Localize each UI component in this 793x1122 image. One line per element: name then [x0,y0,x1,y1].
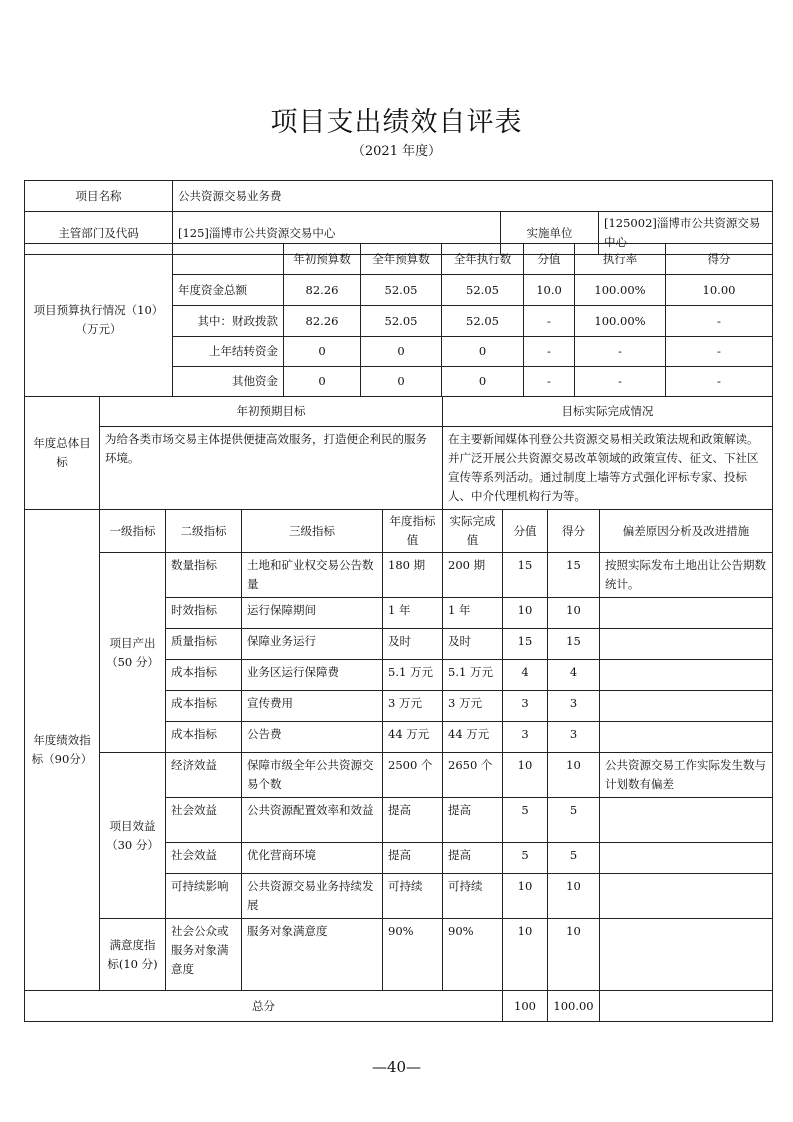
indicator-row [25,553,773,598]
indicator-level2: 可持续影响 [166,874,242,919]
budget-cell: - [666,306,773,337]
indicator-level3: 公告费 [242,722,383,753]
indicator-score: 5 [548,843,600,874]
budget-cell: - [575,337,666,367]
indicator-level3: 公共资源交易业务持续发展 [242,874,383,919]
page-number: —40— [371,1058,422,1076]
indicator-col-header: 年度指标值 [383,510,443,553]
expected-goal-text: 为给各类市场交易主体提供便捷高效服务，打造便企利民的服务环境。 [100,427,443,510]
indicator-actual: 90% [443,919,503,991]
indicator-score: 10 [548,753,600,798]
indicator-score: 5 [548,798,600,843]
indicator-level2: 成本指标 [166,660,242,691]
indicator-actual: 200 期 [443,553,503,598]
budget-row-label: 上年结转资金 [173,337,284,367]
indicator-col-header: 二级指标 [166,510,242,553]
budget-section-label: 项目预算执行情况（10）（万元） [25,244,173,397]
budget-cell: 10.0 [524,275,575,306]
indicator-level2: 社会效益 [166,843,242,874]
dept-label: 主管部门及代码 [25,212,173,255]
budget-cell: 0 [361,367,442,397]
indicator-actual: 可持续 [443,874,503,919]
indicator-col-header: 分值 [503,510,548,553]
page-title: 项目支出绩效自评表 [270,107,523,138]
total-note [600,991,773,1022]
budget-cell: - [666,337,773,367]
budget-cell: - [524,306,575,337]
project-name-label: 项目名称 [25,181,173,212]
indicators-header-row [25,510,773,553]
indicator-target: 2500 个 [383,753,443,798]
indicator-score: 3 [548,691,600,722]
indicator-note [600,798,773,843]
indicator-level2: 经济效益 [166,753,242,798]
indicator-weight: 10 [503,919,548,991]
budget-cell: 100.00% [575,306,666,337]
indicator-note [600,660,773,691]
budget-cell: 52.05 [361,275,442,306]
page-subtitle: （2021 年度） [351,144,442,159]
indicators-section-label: 年度绩效指标（90分） [25,510,100,991]
goals-content-row [25,427,773,510]
budget-cell: 0 [284,367,361,397]
indicator-actual: 1 年 [443,598,503,629]
budget-cell: 52.05 [361,306,442,337]
indicator-score: 15 [548,553,600,598]
indicator-col-header: 一级指标 [100,510,166,553]
indicator-weight: 3 [503,691,548,722]
indicator-note [600,722,773,753]
indicator-score: 4 [548,660,600,691]
indicator-weight: 4 [503,660,548,691]
indicator-target: 可持续 [383,874,443,919]
indicator-weight: 3 [503,722,548,753]
indicator-note [600,691,773,722]
budget-col-header: 得分 [666,244,773,275]
goals-table [24,396,773,510]
indicator-col-header: 三级指标 [242,510,383,553]
indicator-score: 10 [548,919,600,991]
indicator-note: 按照实际发布土地出让公告期数统计。 [600,553,773,598]
indicator-target: 180 期 [383,553,443,598]
indicator-actual: 3 万元 [443,691,503,722]
indicator-weight: 10 [503,753,548,798]
indicator-weight: 10 [503,598,548,629]
indicator-note [600,919,773,991]
indicator-score: 3 [548,722,600,753]
budget-cell: 52.05 [442,275,524,306]
indicator-actual: 提高 [443,798,503,843]
goals-section-label: 年度总体目标 [25,397,100,510]
indicator-weight: 5 [503,843,548,874]
budget-cell: 52.05 [442,306,524,337]
indicator-target: 及时 [383,629,443,660]
budget-col-header: 年初预算数 [284,244,361,275]
budget-cell: 100.00% [575,275,666,306]
indicator-group-label: 项目效益（30 分） [100,753,166,919]
indicator-target: 提高 [383,843,443,874]
indicator-level3: 保障业务运行 [242,629,383,660]
indicator-level3: 土地和矿业权交易公告数量 [242,553,383,598]
indicator-note [600,843,773,874]
budget-col-header: 分值 [524,244,575,275]
budget-cell: - [666,367,773,397]
project-name-row [25,181,773,212]
indicator-level2: 社会效益 [166,798,242,843]
budget-row-label: 年度资金总额 [173,275,284,306]
indicator-level3: 优化营商环境 [242,843,383,874]
budget-cell: - [524,367,575,397]
impl-value: [125002]淄博市公共资源交易中心 [599,212,773,255]
indicator-score: 15 [548,629,600,660]
budget-col-header: 全年执行数 [442,244,524,275]
impl-label: 实施单位 [501,212,599,255]
total-score: 100.00 [548,991,600,1022]
indicator-target: 3 万元 [383,691,443,722]
budget-cell: - [524,337,575,367]
budget-header-row [25,244,773,275]
indicator-score: 10 [548,598,600,629]
dept-value: [125]淄博市公共资源交易中心 [173,212,501,255]
indicator-note [600,598,773,629]
budget-cell: 0 [361,337,442,367]
indicator-weight: 5 [503,798,548,843]
indicator-level3: 公共资源配置效率和效益 [242,798,383,843]
indicator-level2: 时效指标 [166,598,242,629]
goals-header-row [25,397,773,427]
indicator-col-header: 偏差原因分析及改进措施 [600,510,773,553]
budget-cell: 10.00 [666,275,773,306]
indicators-table [24,509,773,1022]
indicator-weight: 10 [503,874,548,919]
indicator-level3: 服务对象满意度 [242,919,383,991]
expected-goal-header: 年初预期目标 [100,397,443,427]
indicator-level2: 成本指标 [166,722,242,753]
project-name-value: 公共资源交易业务费 [173,181,773,212]
budget-col-header: 执行率 [575,244,666,275]
budget-row-label: 其中：财政拨款 [173,306,284,337]
indicator-actual: 及时 [443,629,503,660]
budget-cell: 0 [442,337,524,367]
indicator-actual: 提高 [443,843,503,874]
indicator-level3: 宣传费用 [242,691,383,722]
total-weight: 100 [503,991,548,1022]
indicator-row [25,919,773,991]
indicator-weight: 15 [503,629,548,660]
indicator-level2: 社会公众或服务对象满意度 [166,919,242,991]
indicator-note [600,629,773,660]
indicator-actual: 44 万元 [443,722,503,753]
budget-row-label: 其他资金 [173,367,284,397]
indicator-weight: 15 [503,553,548,598]
indicator-col-header: 实际完成值 [443,510,503,553]
indicator-target: 1 年 [383,598,443,629]
total-row [25,991,773,1022]
indicator-target: 5.1 万元 [383,660,443,691]
indicator-target: 90% [383,919,443,991]
indicator-level3: 业务区运行保障费 [242,660,383,691]
indicator-row [25,753,773,798]
budget-cell: 82.26 [284,306,361,337]
indicator-level3: 保障市级全年公共资源交易个数 [242,753,383,798]
indicator-col-header: 得分 [548,510,600,553]
budget-table [24,243,773,397]
budget-cell: 0 [442,367,524,397]
actual-goal-header: 目标实际完成情况 [443,397,773,427]
budget-cell: - [575,367,666,397]
indicator-level2: 成本指标 [166,691,242,722]
indicator-note: 公共资源交易工作实际发生数与计划数有偏差 [600,753,773,798]
indicator-group-label: 满意度指标(10 分) [100,919,166,991]
budget-cell: 82.26 [284,275,361,306]
indicator-level2: 质量指标 [166,629,242,660]
indicator-target: 44 万元 [383,722,443,753]
indicator-note [600,874,773,919]
indicator-score: 10 [548,874,600,919]
total-label: 总分 [25,991,503,1022]
actual-goal-text: 在主要新闻媒体刊登公共资源交易相关政策法规和政策解读。并广泛开展公共资源交易改革领域的政策宣传、征文、下社区宣传等系列活动。通过制度上墙等方式强化评标专家、投标人、中介代理机构行为等。 [443,427,773,510]
indicator-target: 提高 [383,798,443,843]
budget-col-header: 全年预算数 [361,244,442,275]
indicator-group-label: 项目产出（50 分） [100,553,166,753]
indicator-level2: 数量指标 [166,553,242,598]
budget-cell: 0 [284,337,361,367]
indicator-level3: 运行保障期间 [242,598,383,629]
indicator-actual: 5.1 万元 [443,660,503,691]
indicator-actual: 2650 个 [443,753,503,798]
